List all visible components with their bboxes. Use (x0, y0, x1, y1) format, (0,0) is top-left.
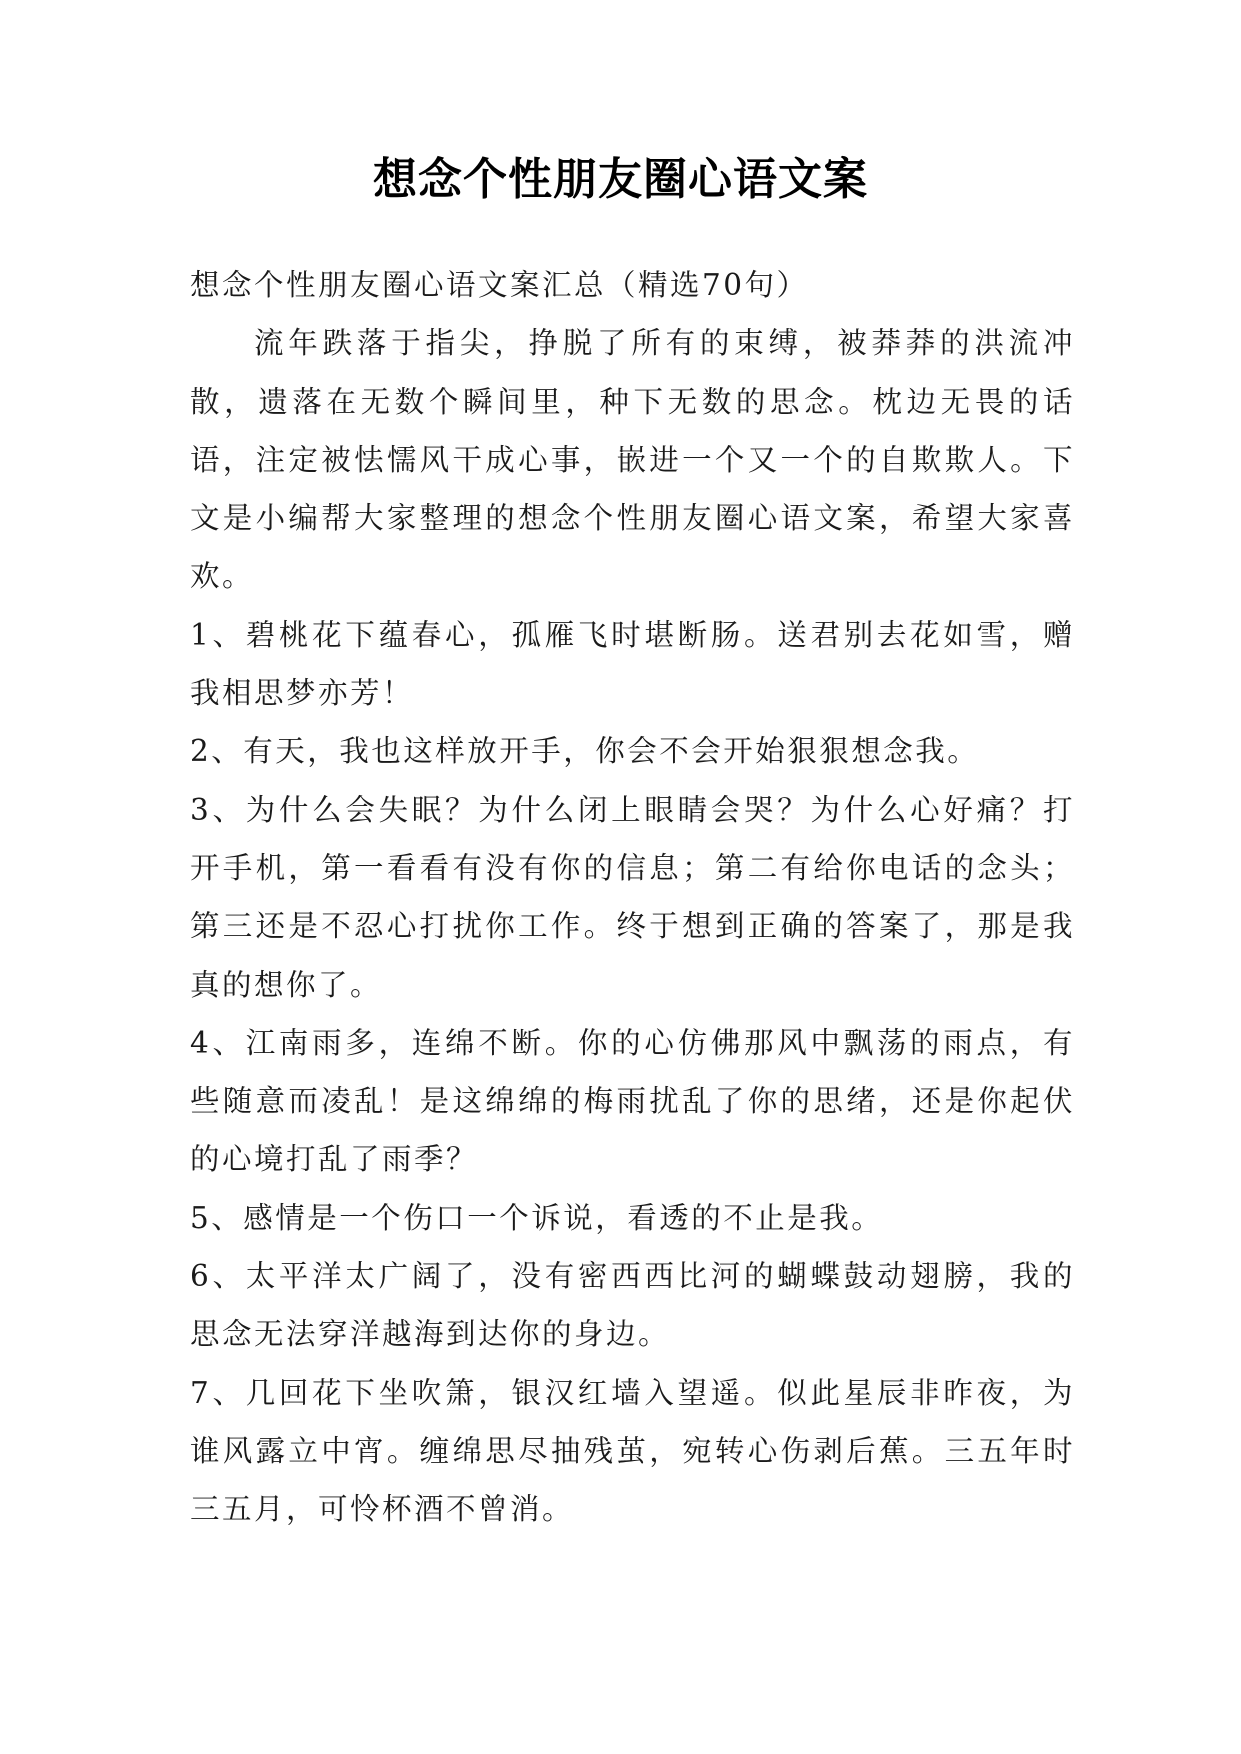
document-title: 想念个性朋友圈心语文案 (373, 154, 868, 205)
intro-paragraph: 流年跌落于指尖，挣脱了所有的束缚，被莽莽的洪流冲散，遗落在无数个瞬间里，种下无数的思念。枕边无畏的话语，注定被怯懦风干成心事，嵌进一个又一个的自欺欺人。下文是小编帮大家整理的想念个性朋友圈心语文案，希望大家喜欢。 (190, 326, 1075, 594)
document-subtitle: 想念个性朋友圈心语文案汇总（精选70句） (190, 268, 809, 302)
list-item-3: 3、为什么会失眠？为什么闭上眼睛会哭？为什么心好痛？打开手机，第一看看有没有你的信息；第二有给你电话的念头；第三还是不忍心打扰你工作。终于想到正确的答案了，那是我真的想你了。 (190, 792, 1075, 1002)
list-item-6: 6、太平洋太广阔了，没有密西西比河的蝴蝶鼓动翅膀，我的思念无法穿洋越海到达你的身边。 (190, 1259, 1075, 1352)
list-item-2: 2、有天，我也这样放开手，你会不会开始狠狠想念我。 (190, 734, 980, 769)
list-item-5: 5、感情是一个伤口一个诉说，看透的不止是我。 (190, 1200, 884, 1235)
document-body (190, 256, 1075, 1539)
list-item-7: 7、几回花下坐吹箫，银汉红墙入望遥。似此星辰非昨夜，为谁风露立中宵。缠绵思尽抽残茧，宛转心伤剥后蕉。三五年时三五月，可怜杯酒不曾消。 (190, 1375, 1075, 1527)
list-item-4: 4、江南雨多，连绵不断。你的心仿佛那风中飘荡的雨点，有些随意而凌乱！是这绵绵的梅雨扰乱了你的思绪，还是你起伏的心境打乱了雨季？ (190, 1025, 1075, 1177)
list-item-1: 1、碧桃花下蕴春心，孤雁飞时堪断肠。送君别去花如雪，赠我相思梦亦芳！ (190, 617, 1075, 711)
